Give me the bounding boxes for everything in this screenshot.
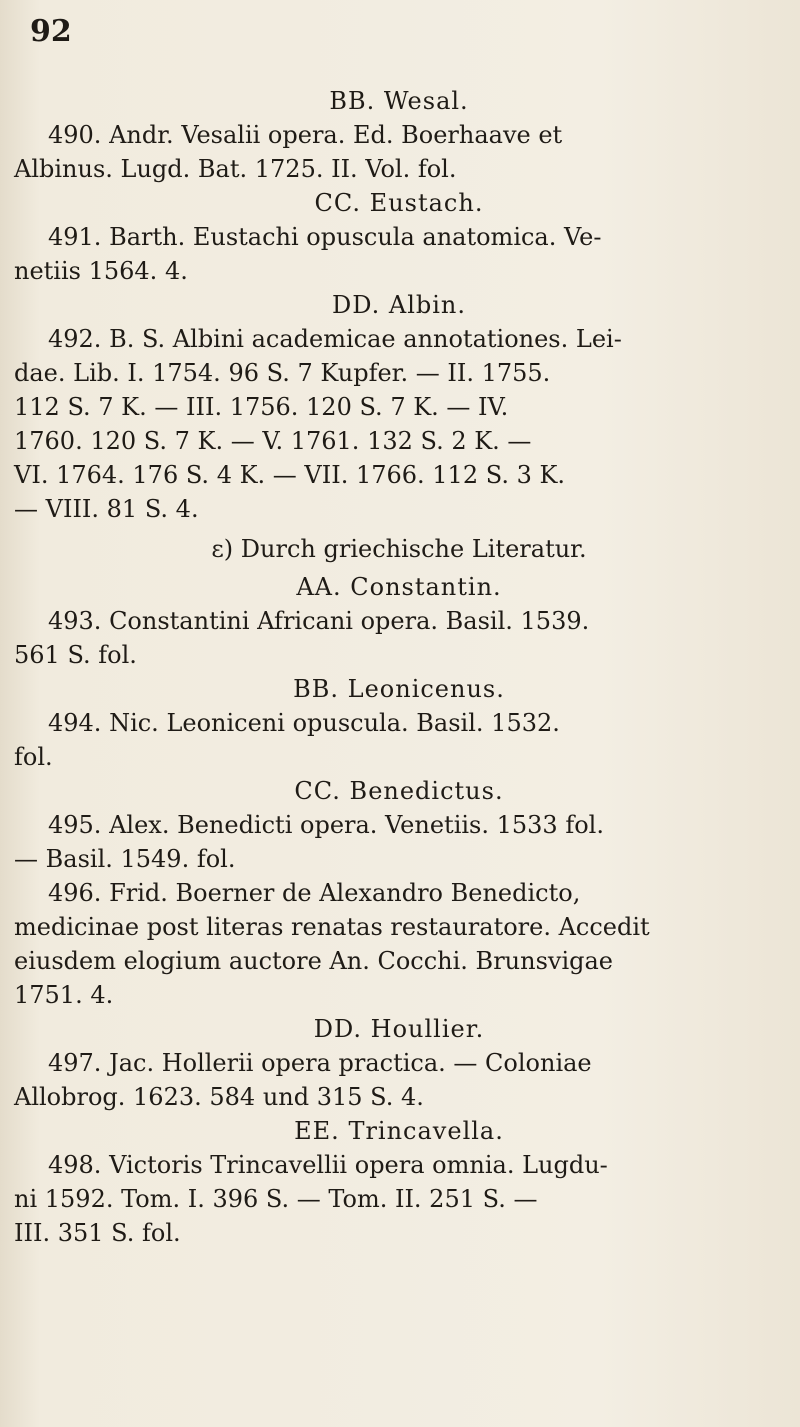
text-line	[14, 876, 784, 910]
entry-text: — VIII. 81 S. 4.	[14, 495, 199, 523]
text-line	[14, 604, 784, 638]
entry-text: medicinae post literas renatas restauratore. Accedit	[14, 913, 650, 941]
text-line	[14, 638, 784, 672]
section-heading: EE. Trincavella.	[294, 1117, 504, 1145]
entry-text: 491. Barth. Eustachi opuscula anatomica. Ve-	[48, 223, 602, 251]
section-heading: CC. Eustach.	[314, 189, 484, 217]
text-line	[14, 1182, 784, 1216]
text-line	[14, 1216, 784, 1250]
text-line	[14, 254, 784, 288]
text-line	[14, 1080, 784, 1114]
text-line	[14, 152, 784, 186]
entry-text: Allobrog. 1623. 584 und 315 S. 4.	[14, 1083, 424, 1111]
entry-text: 493. Constantini Africani opera. Basil. 1539.	[48, 607, 590, 635]
text-line	[14, 356, 784, 390]
text-line	[14, 458, 784, 492]
heading-line	[14, 1114, 784, 1148]
entry-text: eiusdem elogium auctore An. Cocchi. Brunsvigae	[14, 947, 614, 975]
text-line	[14, 808, 784, 842]
entry-text: VI. 1764. 176 S. 4 K. — VII. 1766. 112 S. 3 K.	[14, 461, 566, 489]
entry-text: 497. Jac. Hollerii opera practica. — Coloniae	[48, 1049, 592, 1077]
heading-line	[14, 570, 784, 604]
text-line	[14, 424, 784, 458]
heading-line	[14, 186, 784, 220]
section-heading: BB. Wesal.	[329, 87, 469, 115]
entry-text: dae. Lib. I. 1754. 96 S. 7 Kupfer. — II. 1755.	[14, 359, 551, 387]
text-line	[14, 944, 784, 978]
section-heading: CC. Benedictus.	[294, 777, 504, 805]
bibliography-list	[14, 84, 784, 1250]
entry-text: 561 S. fol.	[14, 641, 137, 669]
section-line	[14, 532, 784, 566]
entry-text: 112 S. 7 K. — III. 1756. 120 S. 7 K. — IV.	[14, 393, 509, 421]
entry-text: fol.	[14, 743, 53, 771]
entry-text: 494. Nic. Leoniceni opuscula. Basil. 1532.	[48, 709, 560, 737]
entry-text: — Basil. 1549. fol.	[14, 845, 236, 873]
heading-line	[14, 774, 784, 808]
entry-text: ni 1592. Tom. I. 396 S. — Tom. II. 251 S. —	[14, 1185, 538, 1213]
entry-text: 495. Alex. Benedicti opera. Venetiis. 1533 fol.	[48, 811, 604, 839]
text-line	[14, 978, 784, 1012]
text-line	[14, 706, 784, 740]
text-line	[14, 1148, 784, 1182]
text-line	[14, 220, 784, 254]
text-line	[14, 118, 784, 152]
entry-text: 490. Andr. Vesalii opera. Ed. Boerhaave et	[48, 121, 563, 149]
heading-line	[14, 84, 784, 118]
text-line	[14, 740, 784, 774]
section-heading: AA. Constantin.	[296, 573, 502, 601]
text-line	[14, 390, 784, 424]
text-line	[14, 1046, 784, 1080]
page-number: 92	[30, 14, 72, 49]
text-line	[14, 322, 784, 356]
heading-line	[14, 288, 784, 322]
entry-text: Albinus. Lugd. Bat. 1725. II. Vol. fol.	[14, 155, 457, 183]
entry-text: 496. Frid. Boerner de Alexandro Benedicto,	[48, 879, 581, 907]
text-line	[14, 492, 784, 526]
heading-line	[14, 672, 784, 706]
chapter-heading: ε) Durch griechische Literatur.	[211, 535, 587, 563]
text-line	[14, 910, 784, 944]
entry-text: 1751. 4.	[14, 981, 114, 1009]
entry-text: 1760. 120 S. 7 K. — V. 1761. 132 S. 2 K. —	[14, 427, 532, 455]
heading-line	[14, 1012, 784, 1046]
entry-text: netiis 1564. 4.	[14, 257, 188, 285]
section-heading: DD. Albin.	[331, 291, 467, 319]
section-heading: BB. Leonicenus.	[293, 675, 505, 703]
section-heading: DD. Houllier.	[313, 1015, 485, 1043]
entry-text: 498. Victoris Trincavellii opera omnia. Lugdu-	[48, 1151, 608, 1179]
entry-text: 492. B. S. Albini academicae annotationes. Lei-	[48, 325, 622, 353]
text-line	[14, 842, 784, 876]
entry-text: III. 351 S. fol.	[14, 1219, 181, 1247]
